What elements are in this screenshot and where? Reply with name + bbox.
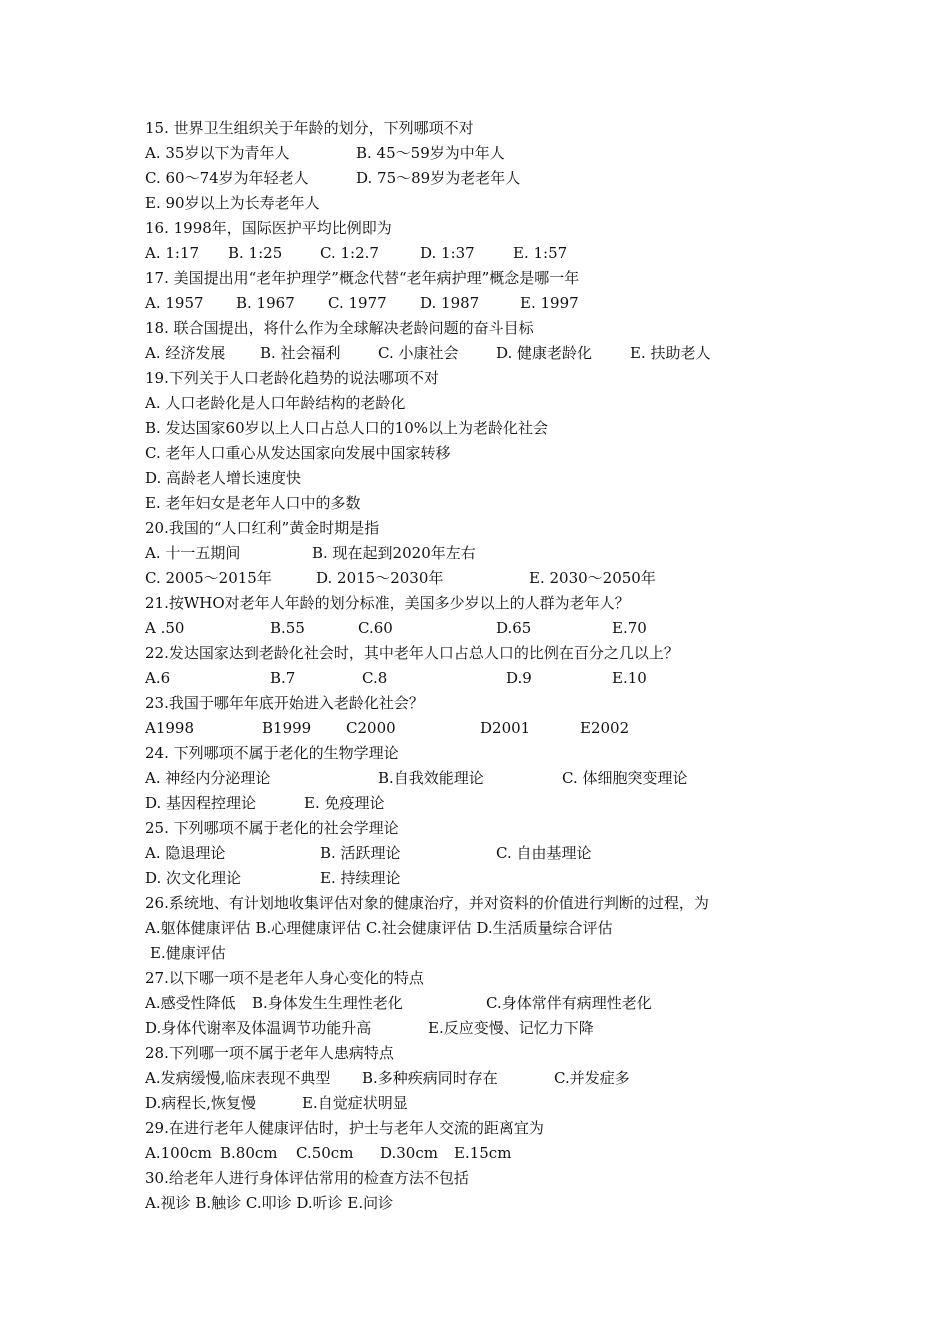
answer-option: B. 1967: [236, 294, 295, 312]
answer-option: A. 神经内分泌理论: [145, 769, 271, 787]
answer-option: E. 老年妇女是老年人口中的多数: [145, 494, 361, 512]
question-text: 15. 世界卫生组织关于年龄的划分，下列哪项不对: [145, 119, 474, 137]
question-text: 19.下列关于人口老龄化趋势的说法哪项不对: [145, 369, 439, 387]
answer-option: E.反应变慢、记忆力下降: [428, 1019, 594, 1037]
answer-option: B. 活跃理论: [320, 844, 401, 862]
answer-option: A.100cm: [145, 1144, 212, 1162]
answer-option: D2001: [480, 719, 531, 737]
answer-option: E. 1997: [520, 294, 579, 312]
answer-option: C.50cm: [296, 1144, 354, 1162]
answer-option: E. 90岁以上为长寿老年人: [145, 194, 320, 212]
answer-option: C. 1:2.7: [320, 244, 379, 262]
answer-option: A. 隐退理论: [145, 844, 226, 862]
answer-option: D. 高龄老人增长速度快: [145, 469, 302, 487]
question-text: 20.我国的“人口红利”黄金时期是指: [145, 519, 380, 537]
answer-option: C. 1977: [328, 294, 387, 312]
answer-option: C. 2005～2015年: [145, 569, 272, 587]
answer-option: B. 1:25: [228, 244, 283, 262]
answer-option: B1999: [262, 719, 312, 737]
answer-option: B. 45～59岁为中年人: [356, 144, 505, 162]
answer-option: E.15cm: [454, 1144, 512, 1162]
answer-option: B.多种疾病同时存在: [362, 1069, 498, 1087]
answer-option: E. 免疫理论: [304, 794, 385, 812]
answer-option: A.发病缓慢,临床表现不典型: [145, 1069, 331, 1087]
answer-option: C. 小康社会: [378, 344, 459, 362]
answer-option: D.30cm: [380, 1144, 438, 1162]
answer-option: A. 1:17: [145, 244, 200, 262]
question-text: 25. 下列哪项不属于老化的社会学理论: [145, 819, 399, 837]
answer-option: C. 自由基理论: [496, 844, 592, 862]
answer-option: A.6: [145, 669, 171, 687]
answer-option: A .50: [145, 619, 185, 637]
question-text: 24. 下列哪项不属于老化的生物学理论: [145, 744, 399, 762]
answer-option: B. 发达国家60岁以上人口占总人口的10%以上为老龄化社会: [145, 419, 548, 437]
answer-option: C2000: [346, 719, 396, 737]
question-text: 30.给老年人进行身体评估常用的检查方法不包括: [145, 1169, 469, 1187]
question-text: 27.以下哪一项不是老年人身心变化的特点: [145, 969, 424, 987]
answer-option: C.8: [362, 669, 388, 687]
answer-option: A.感受性降低: [145, 994, 236, 1012]
answer-option: C. 60～74岁为年轻老人: [145, 169, 309, 187]
answer-option: C. 体细胞突变理论: [562, 769, 688, 787]
answer-option: E.健康评估: [150, 944, 226, 962]
answer-option: E. 2030～2050年: [529, 569, 656, 587]
answer-option: B.7: [270, 669, 296, 687]
answer-option: D. 次文化理论: [145, 869, 242, 887]
answer-option: D. 75～89岁为老老年人: [356, 169, 521, 187]
question-text: 17. 美国提出用“老年护理学”概念代替“老年病护理”概念是哪一年: [145, 269, 580, 287]
answer-option: D.病程长,恢复慢: [145, 1094, 257, 1112]
answer-option: E2002: [580, 719, 630, 737]
question-text: 28.下列哪一项不属于老年人患病特点: [145, 1044, 394, 1062]
answer-option: E.自觉症状明显: [302, 1094, 408, 1112]
answer-option: E.70: [612, 619, 647, 637]
answer-option: A. 35岁以下为青年人: [145, 144, 290, 162]
answer-option: E. 持续理论: [320, 869, 401, 887]
answer-option: A. 经济发展: [145, 344, 226, 362]
answer-option: B. 现在起到2020年左右: [312, 544, 476, 562]
answer-option: A. 十一五期间: [145, 544, 241, 562]
answer-option: B.55: [270, 619, 305, 637]
question-text: 26.系统地、有计划地收集评估对象的健康治疗，并对资料的价值进行判断的过程，为: [145, 894, 709, 912]
answer-option: C.并发症多: [554, 1069, 630, 1087]
answer-option: B. 社会福利: [260, 344, 341, 362]
answer-option: D. 基因程控理论: [145, 794, 257, 812]
question-text: 18. 联合国提出，将什么作为全球解决老龄问题的奋斗目标: [145, 319, 534, 337]
answer-option: A.躯体健康评估 B.心理健康评估 C.社会健康评估 D.生活质量综合评估: [145, 919, 613, 937]
question-text: 29.在进行老年人健康评估时，护士与老年人交流的距离宜为: [145, 1119, 544, 1137]
answer-option: D. 2015～2030年: [316, 569, 444, 587]
answer-option: A. 1957: [145, 294, 204, 312]
answer-option: C.60: [358, 619, 393, 637]
answer-option: B.80cm: [220, 1144, 278, 1162]
answer-option: E. 扶助老人: [630, 344, 711, 362]
answer-option: E. 1:57: [513, 244, 568, 262]
question-text: 16. 1998年，国际医护平均比例即为: [145, 219, 392, 237]
answer-option: D.9: [506, 669, 532, 687]
answer-option: A. 人口老龄化是人口年龄结构的老龄化: [145, 394, 406, 412]
answer-option: D.身体代谢率及体温调节功能升高: [145, 1019, 372, 1037]
answer-option: D. 1:37: [420, 244, 475, 262]
answer-option: B.自我效能理论: [378, 769, 484, 787]
answer-option: A.视诊 B.触诊 C.叩诊 D.听诊 E.问诊: [145, 1194, 394, 1212]
answer-option: D. 1987: [420, 294, 480, 312]
answer-option: C.身体常伴有病理性老化: [486, 994, 652, 1012]
answer-option: A1998: [145, 719, 195, 737]
answer-option: D. 健康老龄化: [496, 344, 593, 362]
answer-option: E.10: [612, 669, 647, 687]
answer-option: C. 老年人口重心从发达国家向发展中国家转移: [145, 444, 451, 462]
question-text: 21.按WHO对老年人年龄的划分标准，美国多少岁以上的人群为老年人？: [145, 594, 630, 612]
answer-option: D.65: [496, 619, 532, 637]
answer-option: B.身体发生生理性老化: [252, 994, 403, 1012]
question-text: 22.发达国家达到老龄化社会时，其中老年人口占总人口的比例在百分之几以上？: [145, 644, 679, 662]
question-text: 23.我国于哪年年底开始进入老龄化社会？: [145, 694, 424, 712]
